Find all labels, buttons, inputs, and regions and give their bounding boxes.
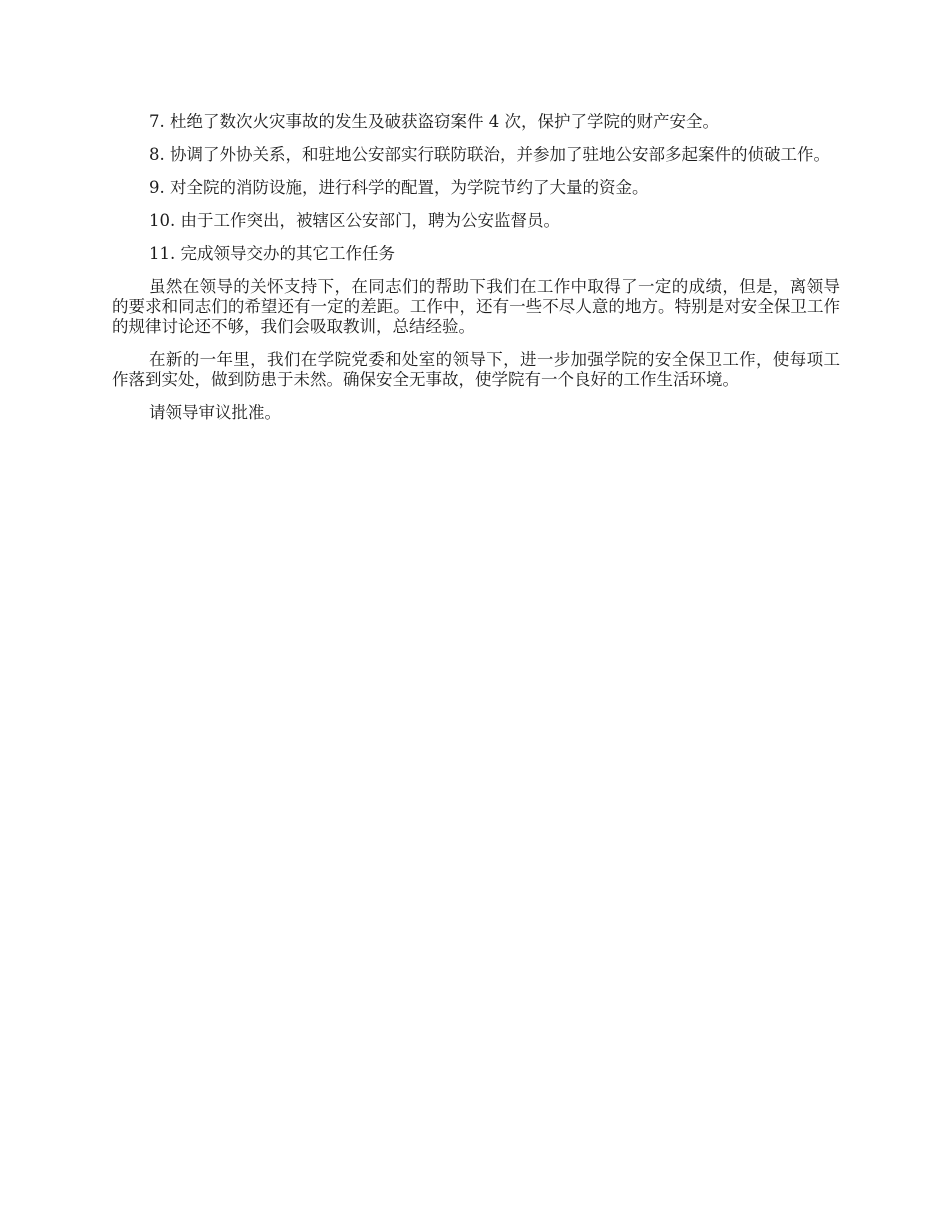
paragraph-summary: 虽然在领导的关怀支持下，在同志们的帮助下我们在工作中取得了一定的成绩，但是，离领导的要求和同志们的希望还有一定的差距。工作中，还有一些不尽人意的地方。特别是对安全保卫工作的规律讨论还不够，我们会吸取教训，总结经验。 bbox=[112, 277, 840, 336]
paragraph-item-10: 10. 由于工作突出，被辖区公安部门，聘为公安监督员。 bbox=[149, 211, 560, 230]
paragraph-item-8: 8. 协调了外协关系，和驻地公安部实行联防联治，并参加了驻地公安部多起案件的侦破工作。 bbox=[149, 145, 830, 164]
paragraph-closing: 请领导审议批准。 bbox=[149, 403, 281, 422]
document-body bbox=[112, 112, 840, 436]
paragraph-outlook: 在新的一年里，我们在学院党委和处室的领导下，进一步加强学院的安全保卫工作，使每项工作落到实处，做到防患于未然。确保安全无事故，使学院有一个良好的工作生活环境。 bbox=[112, 350, 840, 389]
paragraph-item-7: 7. 杜绝了数次火灾事故的发生及破获盗窃案件 4 次，保护了学院的财产安全。 bbox=[149, 112, 719, 131]
paragraph-item-11: 11. 完成领导交办的其它工作任务 bbox=[149, 244, 395, 263]
paragraph-item-9: 9. 对全院的消防设施，进行科学的配置，为学院节约了大量的资金。 bbox=[149, 178, 649, 197]
